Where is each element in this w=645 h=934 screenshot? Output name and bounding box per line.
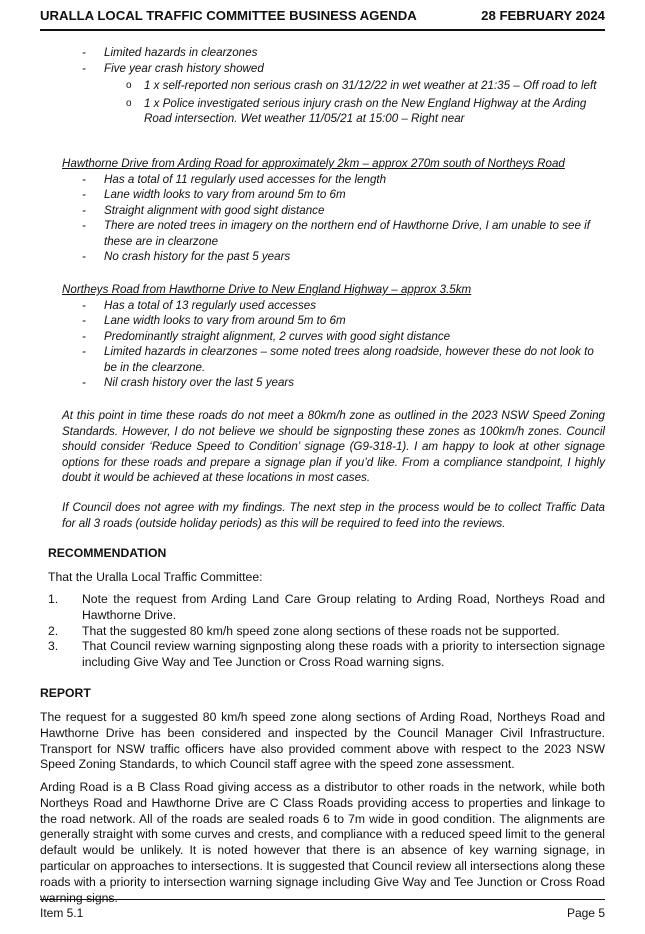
- report-heading: REPORT: [40, 686, 91, 700]
- list-item: - Has a total of 13 regularly used accesses: [62, 298, 605, 314]
- list-item: - Lane width looks to vary from around 5m to 6m: [62, 187, 605, 203]
- list-item: - There are noted trees in imagery on the northern end of Hawthorne Drive, I am unable to see if these are in clearzone: [62, 218, 605, 249]
- item-number: 1.: [48, 592, 59, 606]
- item-number: 2.: [48, 623, 59, 638]
- list-item: - Lane width looks to vary from around 5m to 6m: [62, 313, 605, 329]
- hawthorne-heading: Hawthorne Drive from Arding Road for approximately 2km – approx 270m south of Northeys Road: [62, 157, 565, 170]
- page-header: [40, 8, 605, 28]
- footer-item: Item 5.1: [40, 906, 84, 920]
- recommendation-item: [48, 592, 605, 624]
- list-item: - No crash history for the past 5 years: [62, 249, 605, 265]
- list-item: - Straight alignment with good sight distance: [62, 203, 605, 219]
- item-text: That Council review warning signposting along these roads with a priority to intersection signage including Give Way and Tee Junction or Cross Road warning signs.: [82, 639, 605, 670]
- recommendation-item: [48, 639, 605, 671]
- recommendation-item: [48, 624, 605, 640]
- list-item: - Five year crash history showed: [62, 61, 605, 77]
- recommendation-heading: RECOMMENDATION: [48, 546, 167, 560]
- list-item: - Has a total of 11 regularly used accesses for the length: [62, 172, 605, 188]
- footer-page-number: Page 5: [566, 906, 605, 920]
- report-paragraph: Arding Road is a B Class Road giving access as a distributor to other roads in the network, while both Northeys Road and Hawthorne Drive are C Class Roads providing access to properties and linkage to the road network. All of the roads are sealed roads 6 to 7m wide in good condition. The alignments are generally straight with some curves and crests, and compliance with a reduced speed limit to the general default would be unlikely. It is noted however that there is an absence of key warning signage, in particular on approaches to intersections. It is suggested that Council review all intersections along these roads with a priority to intersection warning signage including Give Way and Tee Junction or Cross Road warning signs.: [40, 780, 605, 905]
- item-text: That the suggested 80 km/h speed zone along sections of these roads not be supported.: [82, 623, 560, 638]
- item-number: 3.: [48, 639, 59, 654]
- list-item: - Predominantly straight alignment, 2 curves with good sight distance: [62, 329, 605, 345]
- list-item: - Limited hazards in clearzones: [62, 45, 605, 61]
- list-item: - Nil crash history over the last 5 years: [62, 375, 605, 391]
- sub-list-item: o 1 x Police investigated serious injury crash on the New England Highway at the Arding Road intersection. Wet weather 11/05/21 at 15:00 – Right near: [62, 96, 605, 127]
- crash-history-list: [62, 45, 605, 127]
- hawthorne-section: [62, 156, 605, 265]
- item-text: Note the request from Arding Land Care Group relating to Arding Road, Northeys Road and Hawthorne Drive.: [82, 592, 605, 622]
- recommendation-list: [48, 592, 605, 671]
- northeys-heading: Northeys Road from Hawthorne Drive to New England Highway – approx 3.5km: [62, 283, 472, 296]
- list-item: - Limited hazards in clearzones – some noted trees along roadside, however these do not look to be in the clearzone.: [62, 344, 605, 375]
- header-date: 28 FEBRUARY 2024: [481, 8, 605, 23]
- next-step-paragraph: If Council does not agree with my findings. The next step in the process would be to collect Traffic Data for all 3 roads (outside holiday periods) as this will be required to feed into the reviews.: [62, 501, 605, 530]
- footer-rule: [40, 899, 605, 900]
- assessment-paragraph: At this point in time these roads do not meet a 80km/h zone as outlined in the 2023 NSW Speed Zoning Standards. However, I do not believe we should be signposting these zones as 100km/h zones. Council should consider ‘Reduce Speed to Condition’ signage (G9-318-1). I am happy to look at other signage options for these roads and prepare a signage plan if you’d like. From a compliance standpoint, I highly doubt it would be achieved at these locations in most cases.: [62, 409, 605, 484]
- sub-list-item: o 1 x self-reported non serious crash on 31/12/22 in wet weather at 21:35 – Off road to left: [62, 78, 605, 94]
- recommendation-intro: That the Uralla Local Traffic Committee:: [48, 570, 263, 584]
- header-rule: [40, 29, 605, 31]
- header-title: URALLA LOCAL TRAFFIC COMMITTEE BUSINESS AGENDA: [40, 8, 417, 23]
- northeys-section: [62, 282, 605, 391]
- report-paragraph: The request for a suggested 80 km/h speed zone along sections of Arding Road, Northeys Road and Hawthorne Drive has been considered and inspected by the Council Manager Civil Infrastructure. Transport for NSW traffic officers have also provided comment above with respect to the 2023 NSW Speed Zoning Standards, to which Council staff agree with the speed zone assessment.: [40, 710, 605, 772]
